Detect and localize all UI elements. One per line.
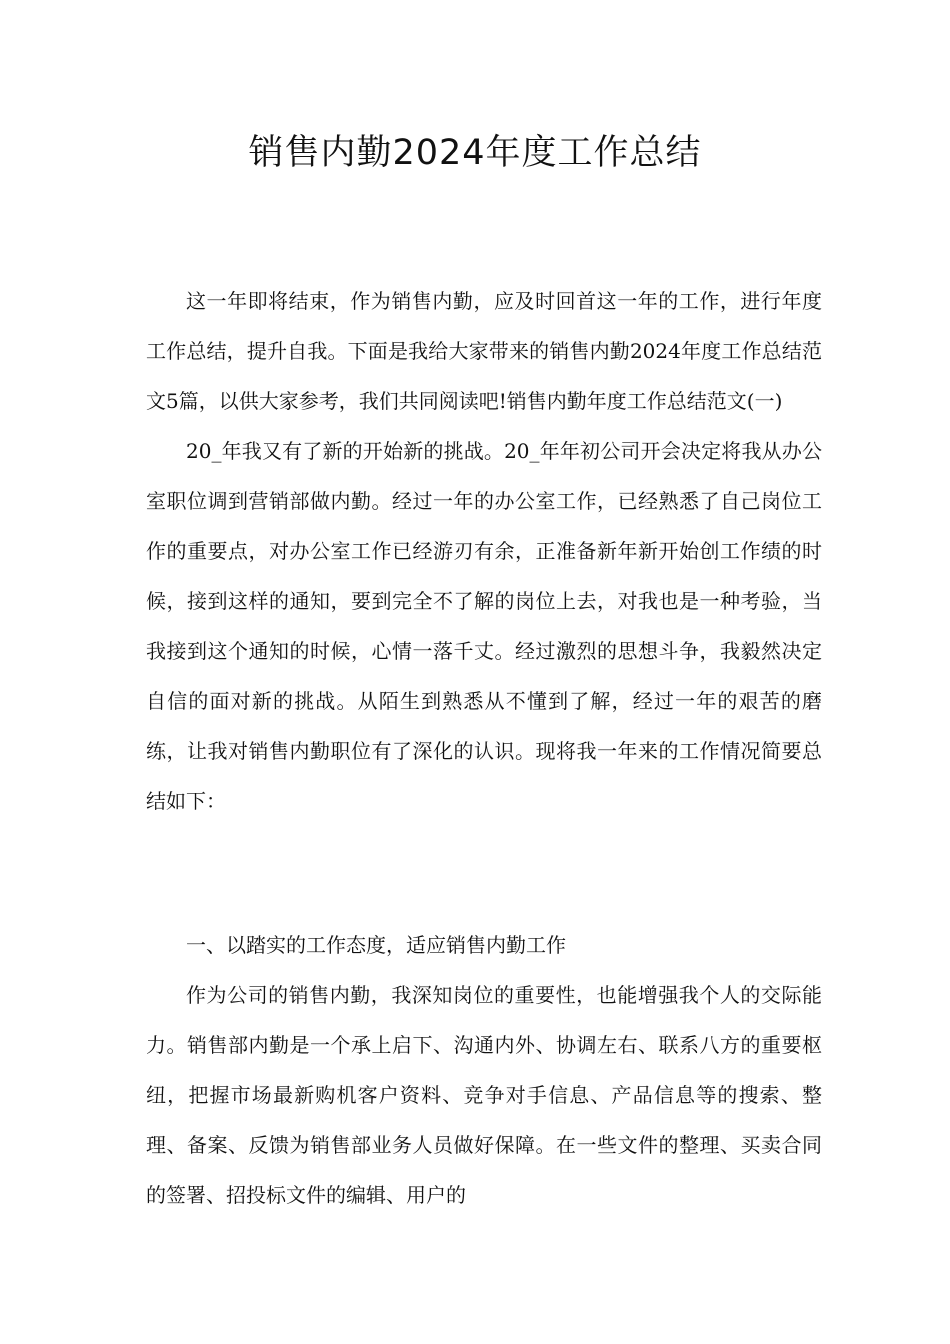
section-paragraph: 作为公司的销售内勤，我深知岗位的重要性，也能增强我个人的交际能力。销售部内勤是一个承上启下、沟通内外、协调左右、联系八方的重要枢纽，把握市场最新购机客户资料、竞争对手信息、产品信息等的搜索、整理、备案、反馈为销售部业务人员做好保障。在一些文件的整理、买卖合同的签署、招投标文件的编辑、用户的 bbox=[146, 983, 822, 1207]
document-section-one bbox=[146, 920, 822, 1220]
paragraph-intro: 这一年即将结束，作为销售内勤，应及时回首这一年的工作，进行年度工作总结，提升自我。下面是我给大家带来的销售内勤2024年度工作总结范文5篇，以供大家参考，我们共同阅读吧!销售内勤年度工作总结范文(一) bbox=[146, 289, 822, 413]
paragraph-background: 20_年我又有了新的开始新的挑战。20_年年初公司开会决定将我从办公室职位调到营销部做内勤。经过一年的办公室工作，已经熟悉了自己岗位工作的重要点，对办公室工作已经游刃有余，正准备新年新开始创工作绩的时候，接到这样的通知，要到完全不了解的岗位上去，对我也是一种考验，当我接到这个通知的时候，心情一落千丈。经过激烈的思想斗争，我毅然决定自信的面对新的挑战。从陌生到熟悉从不懂到了解，经过一年的艰苦的磨练，让我对销售内勤职位有了深化的认识。现将我一年来的工作情况简要总结如下： bbox=[146, 439, 822, 813]
document-body-intro bbox=[146, 276, 822, 826]
section-heading: 一、以踏实的工作态度，适应销售内勤工作 bbox=[186, 933, 566, 957]
document-title: 销售内勤2024年度工作总结 bbox=[248, 133, 702, 173]
